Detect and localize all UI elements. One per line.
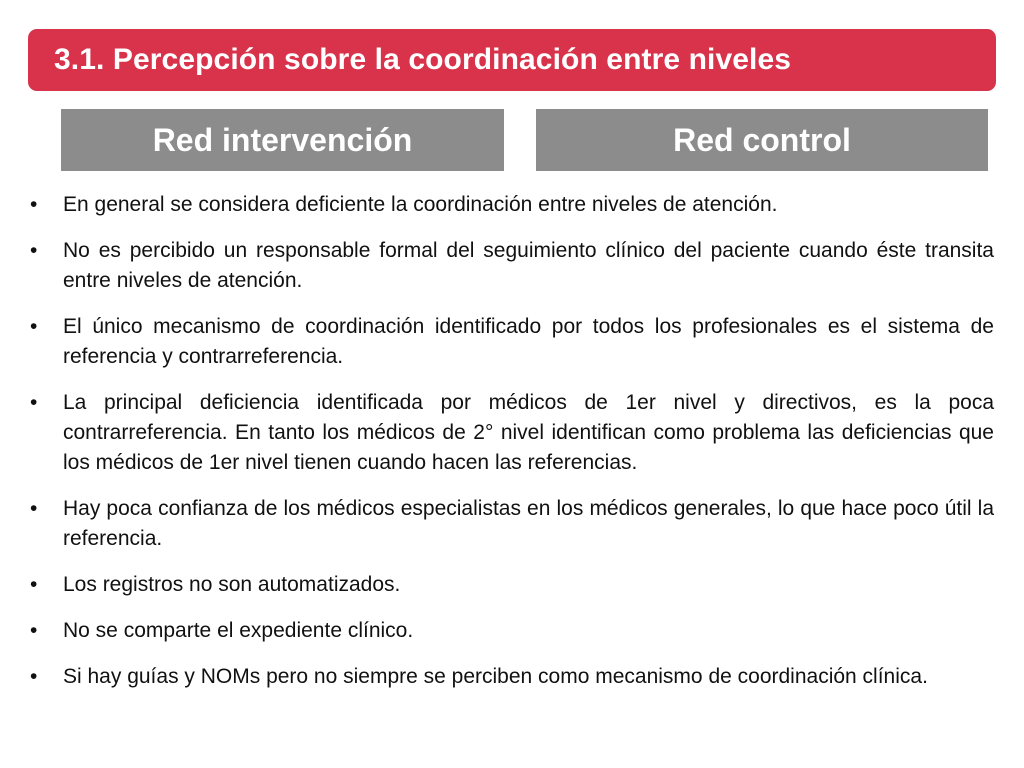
- bullet-marker: •: [30, 193, 38, 216]
- bullet-marker: •: [30, 573, 38, 596]
- bullet-list: [30, 190, 994, 708]
- bullet-text: La principal deficiencia identificada por médicos de 1er nivel y directivos, es la poca contrarreferencia. En tanto los médicos de 2° nivel identifican como problema las deficiencias que los médicos de 1er nivel tienen cuando hacen las referencias.: [63, 391, 994, 474]
- list-item: [30, 494, 994, 554]
- bullet-marker: •: [30, 619, 38, 642]
- bullet-text: El único mecanismo de coordinación identificado por todos los profesionales es el sistema de referencia y contrarreferencia.: [63, 315, 994, 368]
- bullet-marker: •: [30, 497, 38, 520]
- bullet-marker: •: [30, 391, 38, 414]
- bullet-text: No se comparte el expediente clínico.: [63, 619, 414, 642]
- column-header-intervention: Red intervención: [61, 109, 504, 171]
- title-bar: [28, 29, 996, 91]
- list-item: [30, 236, 994, 296]
- bullet-marker: •: [30, 665, 38, 688]
- list-item: [30, 190, 994, 220]
- bullet-marker: •: [30, 315, 38, 338]
- bullet-text: Los registros no son automatizados.: [63, 573, 401, 596]
- list-item: [30, 616, 994, 646]
- list-item: [30, 312, 994, 372]
- list-item: [30, 662, 994, 692]
- bullet-text: En general se considera deficiente la coordinación entre niveles de atención.: [63, 193, 778, 216]
- bullet-marker: •: [30, 239, 38, 262]
- list-item: [30, 570, 994, 600]
- column-header-control: Red control: [536, 109, 988, 171]
- bullet-text: Si hay guías y NOMs pero no siempre se perciben como mecanismo de coordinación clínica.: [63, 665, 928, 688]
- page-title: 3.1. Percepción sobre la coordinación entre niveles: [54, 43, 792, 76]
- bullet-text: No es percibido un responsable formal del seguimiento clínico del paciente cuando éste transita entre niveles de atención.: [63, 239, 994, 292]
- bullet-text: Hay poca confianza de los médicos especialistas en los médicos generales, lo que hace poco útil la referencia.: [63, 497, 994, 550]
- list-item: [30, 388, 994, 478]
